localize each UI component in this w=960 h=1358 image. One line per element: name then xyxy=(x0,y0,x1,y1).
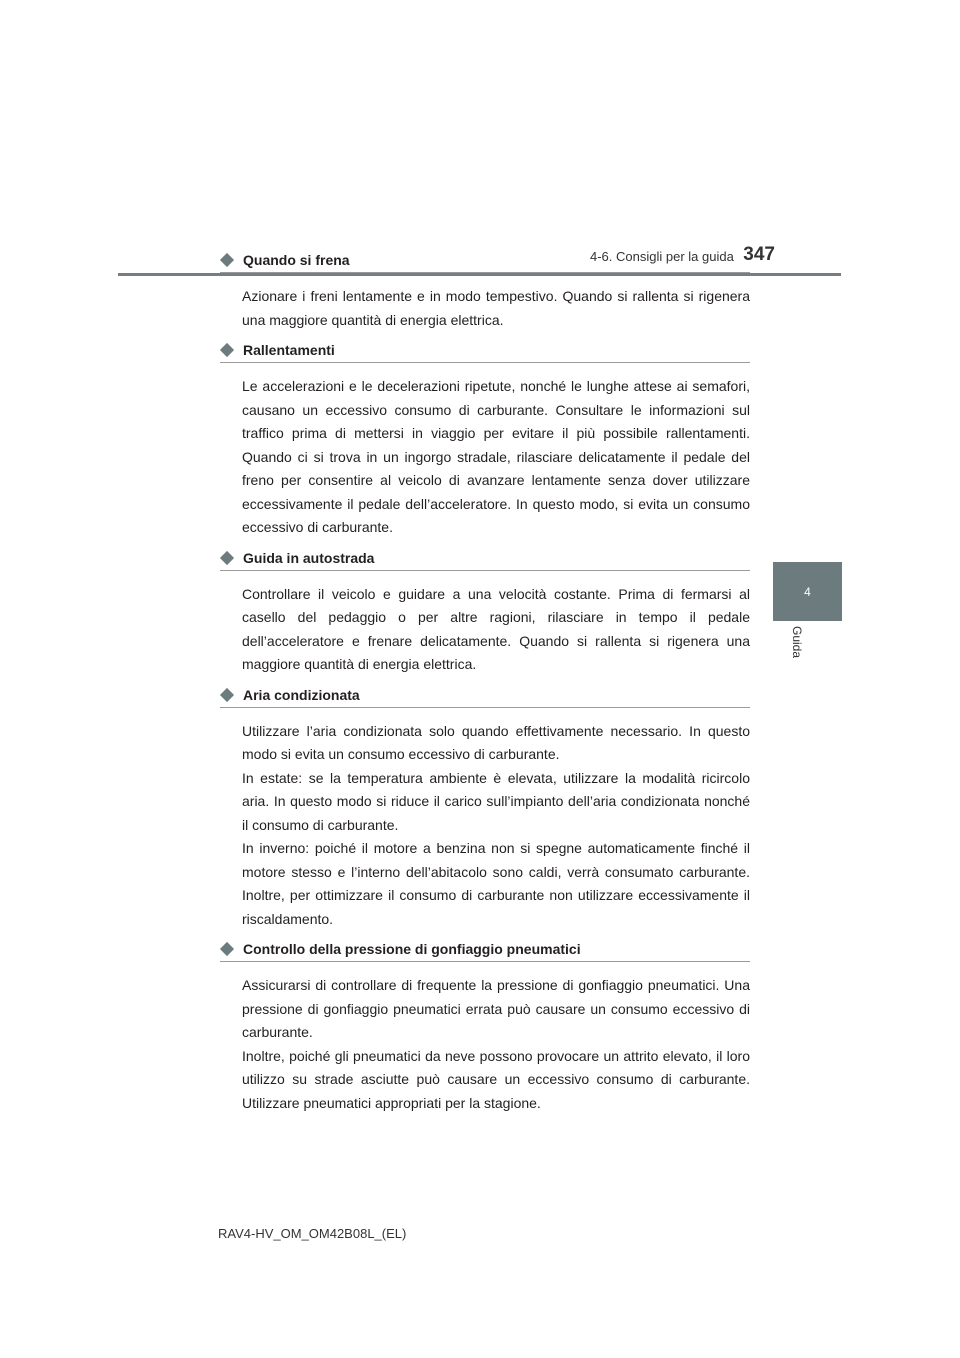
diamond-bullet-icon xyxy=(220,550,234,564)
body-paragraph: Azionare i freni lentamente e in modo tempestivo. Quando si rallenta si rigenera una maggiore quantità di energia elettrica. xyxy=(242,288,750,328)
body-paragraph: Controllare il veicolo e guidare a una velocità costante. Prima di fermarsi al casello del pedaggio o per altre ragioni, rilasciare in tempo il pedale dell’acceleratore e frenare delicatamente. Quando si rallenta si rigenera una maggiore quantità di energia elettrica. xyxy=(242,585,750,672)
page-section-title: 4-6. Consigli per la guida xyxy=(590,249,734,264)
body-paragraph: In estate: se la temperatura ambiente è elevata, utilizzare la modalità ricircolo aria. In questo modo si riduce il carico sull’impianto dell’aria condizionata nonché il consumo di carburante. xyxy=(242,769,750,833)
section-braking xyxy=(220,252,750,332)
section-heading xyxy=(220,252,750,273)
body-paragraph: Assicurarsi di controllare di frequente la pressione di gonfiaggio pneumatici. Una pressione di gonfiaggio pneumatici errata può causare un consumo eccessivo di carburante. xyxy=(242,977,750,1040)
section-heading-text: Quando si frena xyxy=(243,252,350,268)
main-content xyxy=(220,252,750,1125)
section-body xyxy=(242,583,750,677)
chapter-label: Guida xyxy=(790,626,804,659)
diamond-bullet-icon xyxy=(220,687,234,701)
section-heading-text: Guida in autostrada xyxy=(243,549,375,566)
section-body xyxy=(242,720,750,932)
section-highway xyxy=(220,550,750,677)
section-body xyxy=(242,974,750,1115)
body-paragraph: In inverno: poiché il motore a benzina non si spegne automaticamente finché il motore stesso e l’interno dell’abitacolo sono caldi, verrà consumato carburante. Inoltre, per ottimizzare il consumo di carburante non utilizzare eccessivamente il riscaldamento. xyxy=(242,840,750,927)
section-body xyxy=(242,375,750,540)
chapter-number: 4 xyxy=(804,584,811,599)
body-paragraph: Utilizzare l’aria condizionata solo quando effettivamente necessario. In questo modo si evita un consumo eccessivo di carburante. xyxy=(242,722,750,762)
body-paragraph: Le accelerazioni e le decelerazioni ripetute, nonché le lunghe attese ai semafori, causano un eccessivo consumo di carburante. Consultare le informazioni sul traffico prima di mettersi in viaggio per evitare il più possibile rallentamenti. Quando ci si trova in un ingorgo stradale, rilasciare delicatamente il pedale del freno per consentire al veicolo di avanzare lentamente senza dover utilizzare eccessivamente il pedale dell’acceleratore. In questo modo, si evita un consumo eccessivo di carburante. xyxy=(242,378,750,535)
chapter-tab xyxy=(773,562,842,621)
section-tire-pressure xyxy=(220,941,750,1115)
section-heading xyxy=(220,342,750,363)
page-number: 347 xyxy=(743,244,775,265)
section-heading-text: Rallentamenti xyxy=(243,342,335,358)
diamond-bullet-icon xyxy=(220,253,234,267)
diamond-bullet-icon xyxy=(220,343,234,357)
section-heading xyxy=(220,941,750,962)
section-heading xyxy=(220,550,750,571)
section-heading-text: Controllo della pressione di gonfiaggio pneumatici xyxy=(243,941,581,957)
body-paragraph: Inoltre, poiché gli pneumatici da neve possono provocare un attrito elevato, il loro utilizzo su strade asciutte può causare un eccessivo consumo di carburante. Utilizzare pneumatici appropriati per la stagione. xyxy=(242,1047,750,1111)
section-slowdowns xyxy=(220,342,750,540)
section-heading xyxy=(220,687,750,708)
section-heading-text: Aria condizionata xyxy=(243,686,360,703)
section-body xyxy=(242,285,750,332)
diamond-bullet-icon xyxy=(220,942,234,956)
document-code: RAV4-HV_OM_OM42B08L_(EL) xyxy=(218,1226,407,1241)
section-air-conditioning xyxy=(220,687,750,932)
